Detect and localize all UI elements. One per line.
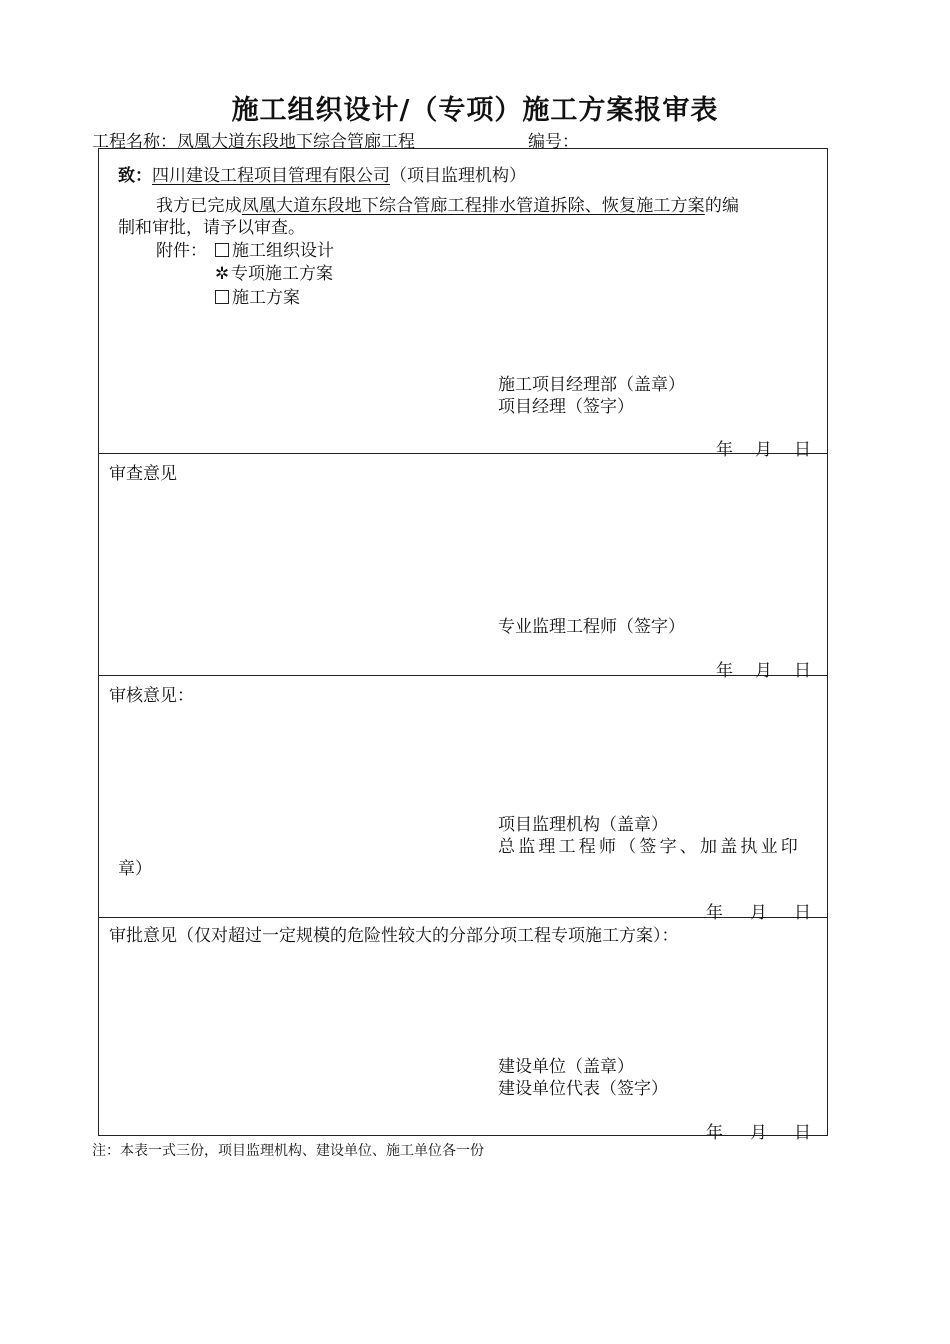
page-title: 施工组织设计/（专项）施工方案报审表	[231, 95, 719, 126]
statement-line-2: 制和审批，请予以审查。	[118, 218, 305, 238]
attachment-item: ✲ 专项施工方案	[214, 264, 333, 284]
footnote: 注：本表一式三份，项目监理机构、建设单位、施工单位各一份	[92, 1143, 484, 1159]
date-line: 年 月 日	[716, 661, 811, 681]
project-label: 工程名称：	[92, 132, 177, 152]
project-manager-sign-label: 项目经理（签字）	[498, 397, 634, 417]
statement-line-1: 我方已完成凤凰大道东段地下综合管廊工程排水管道拆除、恢复施工方案的编	[156, 196, 740, 216]
addressee-company: 四川建设工程项目管理有限公司	[152, 166, 390, 186]
addressee-suffix: （项目监理机构）	[390, 166, 526, 186]
checkbox-empty-icon	[215, 290, 229, 304]
audit-heading: 审核意见：	[109, 686, 194, 706]
owner-seal-label: 建设单位（盖章）	[498, 1057, 634, 1077]
date-line: 年 月 日	[706, 903, 811, 923]
supervision-seal-label: 项目监理机构（盖章）	[498, 815, 668, 835]
form-table	[98, 148, 828, 1136]
approval-heading: 审批意见（仅对超过一定规模的危险性较大的分部分项工程专项施工方案）：	[109, 926, 679, 946]
attachments-label: 附件：	[156, 241, 207, 261]
addressee-line	[118, 161, 526, 186]
attachment-item: 施工组织设计	[215, 236, 334, 261]
checkbox-empty-icon	[215, 243, 229, 257]
to-label: 致：	[118, 166, 152, 186]
date-line: 年 月 日	[706, 1123, 811, 1143]
checked-gear-icon: ✲	[214, 264, 230, 284]
review-heading: 审查意见	[109, 464, 177, 484]
project-name: 凤凰大道东段地下综合管廊工程	[177, 132, 415, 152]
chief-supervisor-sign-label: 总监理工程师（签字、加盖执业印	[498, 837, 801, 857]
contractor-seal-label: 施工项目经理部（盖章）	[498, 375, 685, 395]
number-label: 编号：	[528, 132, 579, 152]
date-line: 年 月 日	[716, 440, 811, 460]
plan-name: 凤凰大道东段地下综合管廊工程排水管道拆除、恢复施工方案	[241, 196, 705, 216]
owner-representative-sign-label: 建设单位代表（签字）	[498, 1079, 668, 1099]
attachment-item: 施工方案	[215, 283, 300, 308]
supervisor-sign-label: 专业监理工程师（签字）	[498, 617, 685, 637]
chief-supervisor-sign-wrap: 章）	[118, 859, 152, 879]
